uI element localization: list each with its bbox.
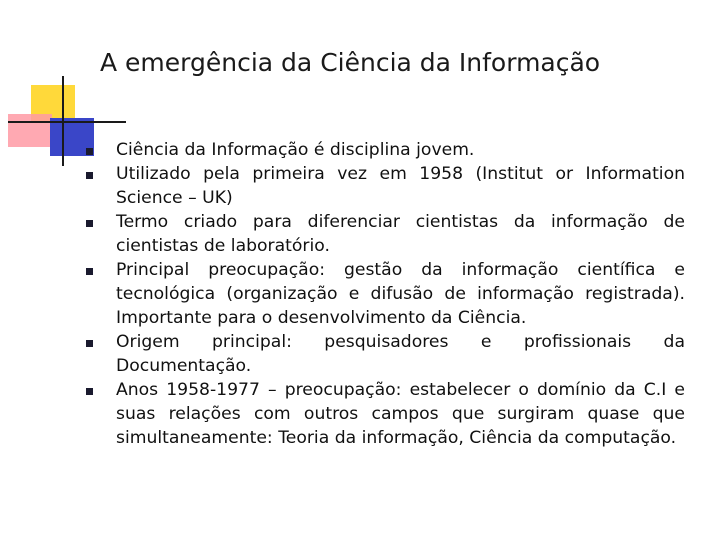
bullet-text: Principal preocupação: gestão da informação científica e tecnológica (organização e difusão de informação registrada). Importante para o desenvolvimento da Ciência. bbox=[116, 260, 685, 328]
bullet-item bbox=[84, 330, 685, 378]
bullet-item bbox=[84, 162, 685, 210]
bullet-item bbox=[84, 258, 685, 330]
bullet-text: Ciência da Informação é disciplina jovem. bbox=[116, 140, 475, 160]
square-bullet-icon bbox=[86, 268, 93, 275]
bullet-text: Termo criado para diferenciar cientistas da informação de cientistas de laboratório. bbox=[116, 212, 685, 256]
square-bullet-icon bbox=[86, 220, 93, 227]
bullet-item bbox=[84, 210, 685, 258]
square-bullet-icon bbox=[86, 388, 93, 395]
square-bullet-icon bbox=[86, 148, 93, 155]
bullet-item bbox=[84, 138, 685, 162]
bullet-text: Utilizado pela primeira vez em 1958 (Institut or Information Science – UK) bbox=[116, 164, 685, 208]
red-square-decoration bbox=[8, 114, 52, 147]
bullet-text: Anos 1958-1977 – preocupação: estabelecer o domínio da C.I e suas relações com outros campos que surgiram quase que simultaneamente: Teoria da informação, Ciência da computação. bbox=[116, 380, 685, 448]
horizontal-line-decoration bbox=[8, 121, 126, 123]
bullet-item bbox=[84, 378, 685, 450]
slide-title: A emergência da Ciência da Informação bbox=[100, 48, 601, 77]
bullet-list bbox=[84, 138, 685, 450]
square-bullet-icon bbox=[86, 172, 93, 179]
bullet-text: Origem principal: pesquisadores e profissionais da Documentação. bbox=[116, 332, 685, 376]
square-bullet-icon bbox=[86, 340, 93, 347]
